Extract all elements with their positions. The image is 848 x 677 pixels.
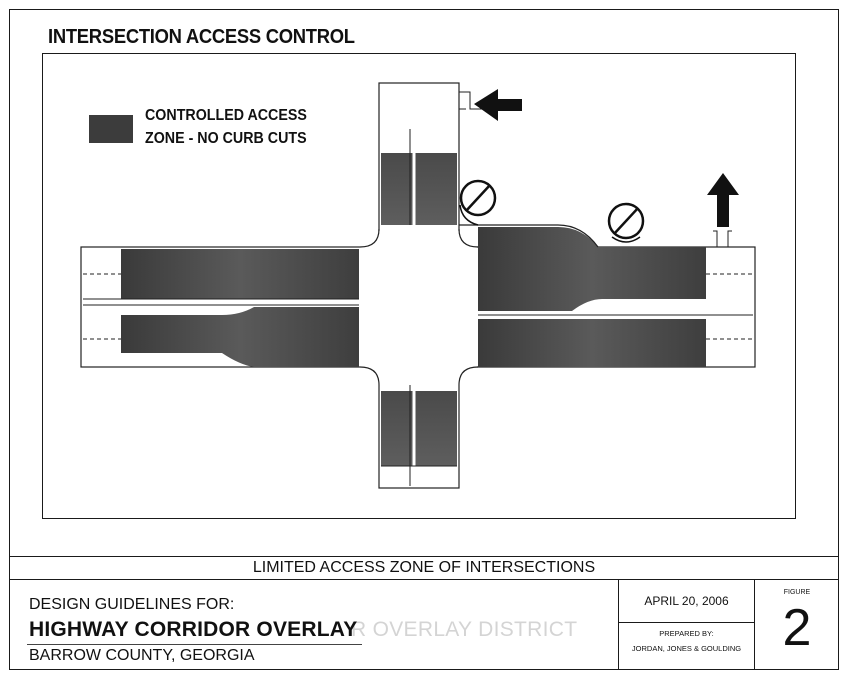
project-subtitle: DESIGN GUIDELINES FOR: [29, 596, 235, 613]
title-underline [27, 644, 362, 645]
prohibited-sign-icon [460, 181, 495, 225]
left-arrow-icon [474, 89, 522, 121]
date: APRIL 20, 2006 [619, 580, 754, 623]
prepared-by-label: PREPARED BY: [659, 629, 714, 638]
project-location: BARROW COUNTY, GEORGIA [29, 647, 255, 664]
diagram-heading: INTERSECTION ACCESS CONTROL [48, 26, 355, 48]
prepared-by: JORDAN, JONES & GOULDING [631, 644, 742, 653]
driveway-stubs [459, 92, 732, 247]
legend-label-line1: CONTROLLED ACCESS [145, 107, 307, 124]
legend-label-line2: ZONE - NO CURB CUTS [145, 130, 307, 147]
prohibited-sign-icon-2 [609, 204, 643, 242]
figure-label: FIGURE [783, 589, 811, 596]
legend-swatch [89, 115, 133, 143]
title-block-meta [619, 580, 755, 670]
caption-text: LIMITED ACCESS ZONE OF INTERSECTIONS [252, 559, 596, 576]
title-block [9, 580, 839, 670]
title-block-figure [755, 580, 839, 670]
project-title: HIGHWAY CORRIDOR OVERLAY [29, 618, 358, 641]
title-block-project [9, 580, 619, 670]
up-arrow-icon [707, 173, 739, 227]
figure-number: 2 [782, 599, 812, 657]
figure-caption [9, 556, 839, 580]
ghost-text: R OVERLAY DISTRICT [351, 618, 578, 641]
